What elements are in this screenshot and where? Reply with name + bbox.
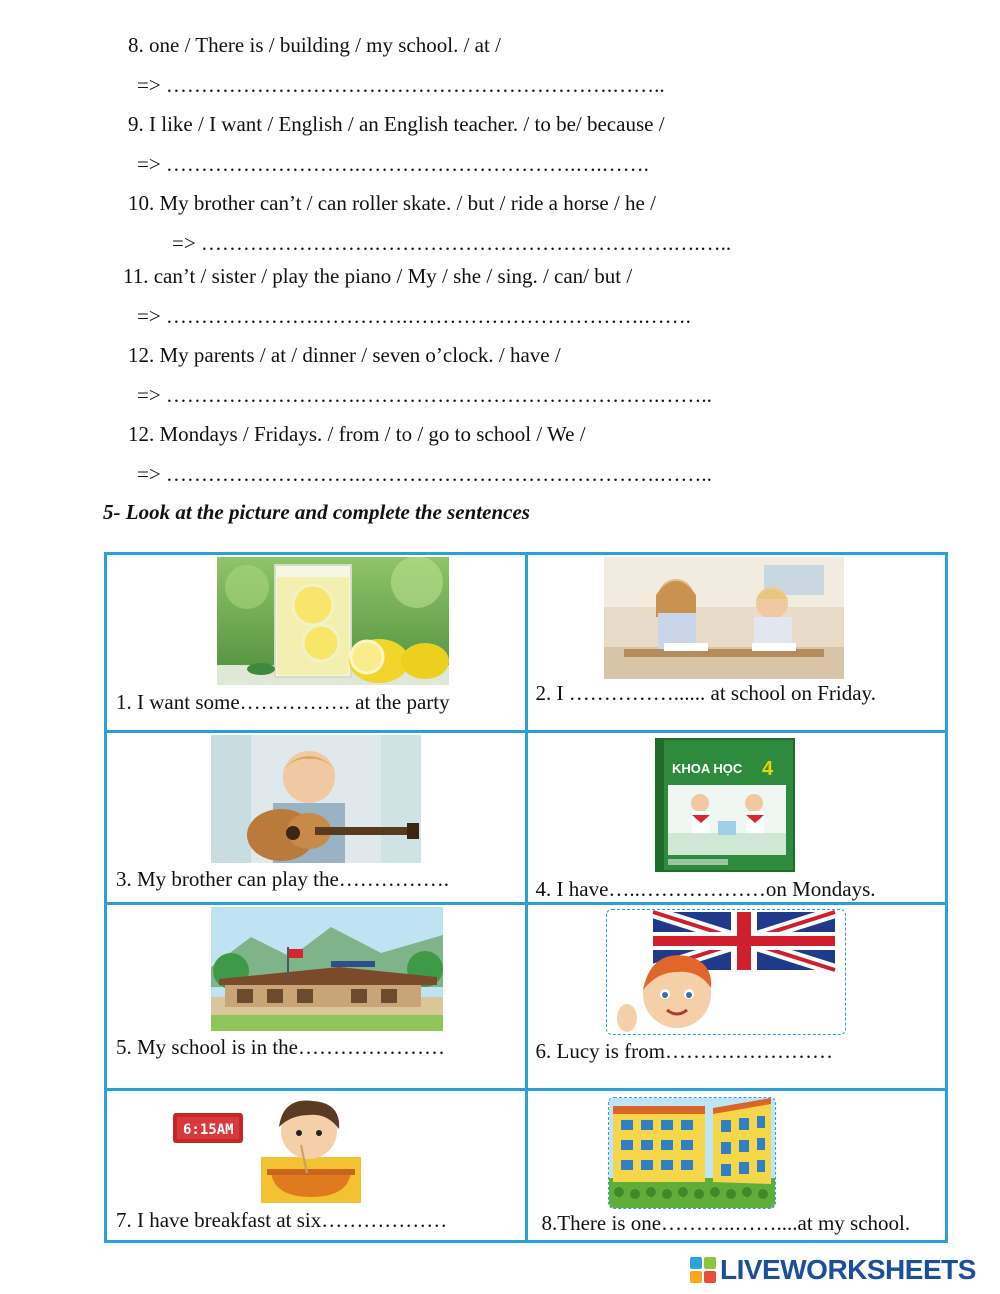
caption-5: 5. My school is in the………………… xyxy=(116,1035,445,1059)
caption-8: 8.There is one………..……....at my school. xyxy=(541,1211,911,1235)
guitar-picture xyxy=(211,735,421,863)
caption-3: 3. My brother can play the……………. xyxy=(116,867,450,891)
grid-cell-2 xyxy=(526,554,947,732)
grid-cell-5 xyxy=(106,904,527,1090)
lemonade-picture xyxy=(217,557,449,685)
item-8-answer-line: => ……………………………………………………….…….. xyxy=(137,73,665,97)
item-12a-prompt: 12. My parents / at / dinner / seven o’clock. / have / xyxy=(128,343,561,367)
school-building-picture xyxy=(608,1097,776,1209)
exercise-5-heading: 5- Look at the picture and complete the sentences xyxy=(103,500,530,524)
village-school-picture xyxy=(211,907,443,1031)
uk-flag-picture xyxy=(606,909,846,1035)
item-9-prompt: 9. I like / I want / English / an English teacher. / to be/ because / xyxy=(128,112,665,136)
caption-4: 4. I have…..………………on Mondays. xyxy=(535,877,876,901)
book-title: KHOA HỌC xyxy=(671,761,742,776)
item-12b-answer-line: => ……………………….…………………………………….…….. xyxy=(137,462,712,486)
breakfast-picture xyxy=(171,1093,369,1205)
caption-7: 7. I have breakfast at six……………… xyxy=(116,1208,448,1232)
item-8-prompt: 8. one / There is / building / my school. / at / xyxy=(128,33,501,57)
logo-mark-icon xyxy=(690,1257,716,1283)
caption-2: 2. I ……………...... at school on Friday. xyxy=(535,681,876,705)
item-10-answer-line: => …………………….…………………………………….….….. xyxy=(172,231,732,255)
liveworksheets-logo xyxy=(690,1254,976,1286)
grid-cell-7 xyxy=(106,1090,527,1242)
item-12b-prompt: 12. Mondays / Fridays. / from / to / go to school / We / xyxy=(128,422,586,446)
item-12a-answer-line: => ……………………….…………………………………….…….. xyxy=(137,383,712,407)
science-book-picture xyxy=(654,737,798,873)
grid-cell-1 xyxy=(106,554,527,732)
item-10-prompt: 10. My brother can’t / can roller skate. / but / ride a horse / he / xyxy=(128,191,656,215)
logo-text: LIVEWORKSHEETS xyxy=(720,1254,976,1285)
classroom-picture xyxy=(604,557,844,679)
caption-1: 1. I want some……………. at the party xyxy=(116,690,450,714)
book-number: 4 xyxy=(761,758,773,780)
item-9-answer-line: => ……………………….………………………….….……. xyxy=(137,152,649,176)
grid-cell-6 xyxy=(526,904,947,1090)
clock-text: 6:15AM xyxy=(183,1122,234,1138)
grid-cell-4 xyxy=(526,732,947,904)
item-11-answer-line: => ………………….………….…………………………….……. xyxy=(137,304,691,328)
grid-cell-3 xyxy=(106,732,527,904)
item-11-prompt: 11. can’t / sister / play the piano / My / she / sing. / can/ but / xyxy=(123,264,633,288)
picture-grid xyxy=(104,552,948,1243)
grid-cell-8 xyxy=(526,1090,947,1242)
caption-6: 6. Lucy is from…………………… xyxy=(535,1039,833,1063)
